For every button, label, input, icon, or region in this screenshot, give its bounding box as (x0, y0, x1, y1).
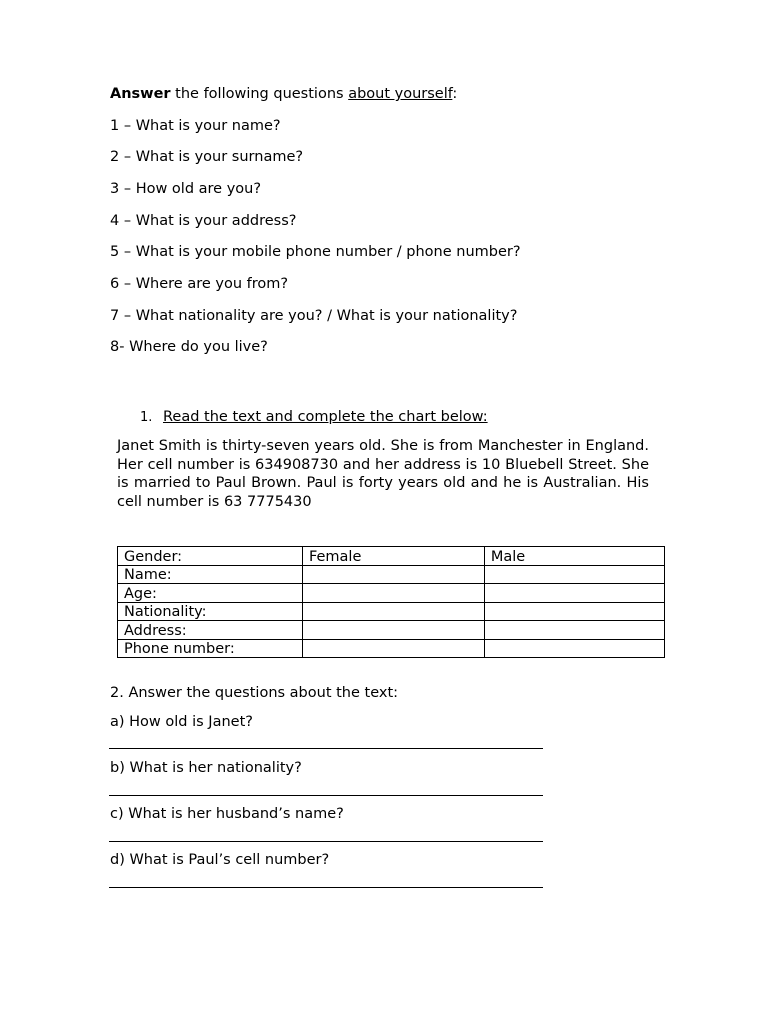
question-4: 4 – What is your address? (110, 213, 297, 229)
intro-underlined-text: about yourself (348, 86, 453, 102)
chart-label: Nationality: (118, 602, 303, 621)
chart-label: Age: (118, 584, 303, 603)
chart-row-nationality (118, 602, 665, 621)
question-2: 2 – What is your surname? (110, 149, 304, 165)
chart-row-phone (118, 639, 665, 658)
question-5: 5 – What is your mobile phone number / phone number? (110, 244, 521, 260)
answer-line-b[interactable] (109, 795, 543, 796)
chart-cell-female[interactable] (302, 565, 484, 584)
chart-label: Address: (118, 621, 303, 640)
question-6: 6 – Where are you from? (110, 276, 289, 292)
chart-header-row (118, 547, 665, 566)
chart-cell-male[interactable] (484, 602, 664, 621)
question-7: 7 – What nationality are you? / What is your nationality? (110, 308, 518, 324)
intro-middle-text: the following questions (170, 86, 349, 102)
question-3: 3 – How old are you? (110, 181, 262, 197)
section-1-number: 1. (140, 410, 153, 425)
chart-cell-female[interactable] (302, 602, 484, 621)
chart-cell-female[interactable] (302, 621, 484, 640)
chart-header-gender: Gender: (118, 547, 303, 566)
chart-cell-male[interactable] (484, 584, 664, 603)
chart-row-age (118, 584, 665, 603)
section-2-heading: 2. Answer the questions about the text: (110, 685, 399, 701)
text-question-a: a) How old is Janet? (110, 714, 253, 730)
chart-header-male: Male (484, 547, 664, 566)
intro-end-text: : (452, 86, 458, 102)
question-8: 8- Where do you live? (110, 339, 268, 355)
section-1-heading (140, 409, 488, 425)
chart-cell-female[interactable] (302, 639, 484, 658)
answer-line-d[interactable] (109, 887, 543, 888)
answer-line-c[interactable] (109, 841, 543, 842)
answer-line-a[interactable] (109, 748, 543, 749)
chart-cell-female[interactable] (302, 584, 484, 603)
text-question-d: d) What is Paul’s cell number? (110, 852, 330, 868)
chart-cell-male[interactable] (484, 639, 664, 658)
question-1: 1 – What is your name? (110, 118, 281, 134)
chart-row-name (118, 565, 665, 584)
chart-row-address (118, 621, 665, 640)
reading-passage: Janet Smith is thirty-seven years old. She is from Manchester in England. Her cell number is 634908730 and her address is 10 Bluebell Street. She is married to Paul Brown. Paul is forty years old and he is Australian. His cell number is 63 7775430 (117, 438, 649, 510)
intro-instruction (110, 85, 457, 103)
text-question-b: b) What is her nationality? (110, 760, 302, 776)
chart-cell-male[interactable] (484, 565, 664, 584)
chart-header-female: Female (302, 547, 484, 566)
info-chart (117, 546, 665, 658)
chart-label: Name: (118, 565, 303, 584)
text-question-c: c) What is her husband’s name? (110, 806, 344, 822)
chart-label: Phone number: (118, 639, 303, 658)
chart-cell-male[interactable] (484, 621, 664, 640)
intro-bold-word: Answer (110, 86, 171, 102)
section-1-title: Read the text and complete the chart below: (163, 409, 488, 425)
